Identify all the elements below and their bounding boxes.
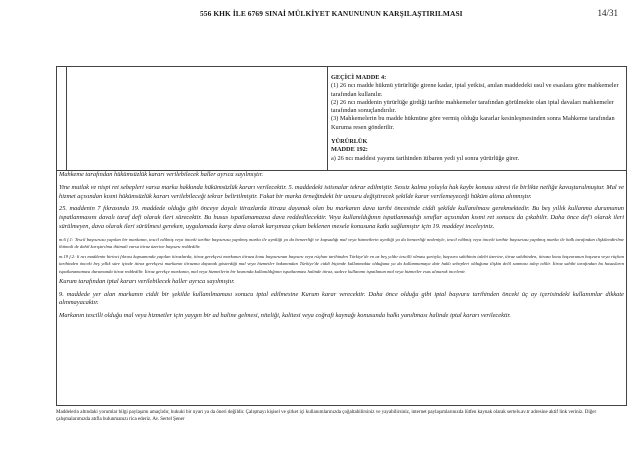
table-divider-middle [327, 66, 328, 171]
table-divider-left [66, 66, 67, 171]
provision-paragraph: (3) Mahkemelerin bu madde hükmüne göre vermiş olduğu kararlar kesinleşmesinden sonra Mahkeme tarafından Kuruma resen gönderilir. [331, 115, 615, 131]
commentary-paragraph: 9. maddede yer alan markanın ciddi bir şekilde kullanılmaması sonucu iptal edilmesine Kurum karar verecektir. Daha önce olduğu gibi iptal başvuru tarihinden önceki üç ay içerisindeki kullanımlar dikkate alınmayacaktır. [59, 290, 624, 307]
page-footer: Maddelerin altındaki yorumlar bilgi paylaşımı amaçlıdır, hukuki bir uyarı ya da öneri değildir. Çalışmayı kişisel ve şirket içi kullanımlarınızda çoğaltabilirsiniz ve yayabilirsiniz, internet paylaşımlarınızda lütfen kaynak olarak sertels.av.tr adresine aktif link veriniz. Diğer çalışmalarımızda atıfla bulunmanızı rica ederiz. Av. Sertel Şener [56, 410, 597, 422]
commentary-paragraph: Yine mutlak ve nispi ret sebepleri varsa marka hakkında hükümsüzlük kararı verilecektir. 5. maddedeki istisnalar tekrar edilmiştir. Sessiz kalma yoluyla hak kaybı konusu süresi ile birlikte netliğe kavuşturulmuştur. Mal ve hizmet açısından kısmi hükümsüzlük kararı verilebileceği tekrar belirtilmiştir. Fakat bir marka örneğindeki bir unsuru değiştirecek şekilde karar verilemeyeceği hüküm altına alınmıştır. [59, 183, 624, 200]
commentary-paragraph: Kurum tarafından iptal kararı verilebilecek haller ayrıca sayılmıştır. [59, 277, 235, 285]
quoted-article: m.19 f.2: 6 ncı maddenin birinci fıkrası kapsamında yapılan itirazlarda, itiraz gerekçesi markanın itiraza konu başvurunun başvuru veya rüçhan tarihinden Türkiye'de en az beş yıldır tescilli olması şartıyla, başvuru sahibinin talebi üzerine, itiraz sahibinden, itiraza konu başvurunun başvuru veya rüçhan tarihinden önceki beş yıllık süre içinde itiraz gerekçesi markanın itirazına dayanak gösterdiği mal veya hizmetler bakımından Türkiye'de ciddi biçimde kullanmakta olduğuna ya da kullanmamaya dair haklı sebepleri olduğuna ilişkin delil sunması talep edilir. İtiraz sahibi tarafından bu hususların ispatlanamaması durumunda itiraz reddedilir. İtiraz gerekçe markanın, mal veya hizmetlerin bir kısmında kullanıldığının ispatlanması halinde itiraz, sadece kullanımı ispatlanan mal veya hizmetler esas alınarak incelenir. [59, 254, 624, 274]
provision-paragraph: (2) 26 ncı maddenin yürürlüğe girdiği tarihte mahkemeler tarafından görülmekte olan iptal davaları mahkemeler tarafından sonuçlandırılır. [331, 98, 614, 115]
commentary-section [59, 171, 624, 325]
provision-paragraph: a) 26 ncı maddesi yayımı tarihinden itibaren yedi yıl sonra yürürlüğe girer. [331, 154, 520, 162]
commentary-paragraph: Markanın tescilli olduğu mal veya hizmetler için yaygın bir ad haline gelmesi, niteliği, kalitesi veya coğrafi kaynağı konusunda halkı yanıltması halinde iptal kararı verilecektir. [59, 312, 511, 320]
page-header [0, 9, 638, 23]
provision-paragraph: (1) 26 ncı madde hükmü yürürlüğe girene kadar, iptal yetkisi, anılan maddedeki usul ve esaslara göre mahkemeler tarafından kullanılır. [331, 82, 619, 98]
document-title: 556 KHK İLE 6769 SINAİ MÜLKİYET KANUNUNUN KARŞILAŞTIRILMASI [200, 9, 463, 18]
section-heading: YÜRÜRLÜK [331, 138, 368, 146]
article-heading: MADDE 192: [331, 146, 368, 154]
commentary-paragraph: 25. maddenin 7 fıkrasında 19. maddede olduğu gibi önceye dayalı itirazlarda itiraza dayanak olan bu markanın dava tarihi öncesinde ciddi şekilde kullanılması gerekmektedir. Bu beş yıllık kullanma durumunun ispatlanmasını davalı taraf defi olarak ileri sürecektir. Bu husus ispatlanamazsa dava reddedilecektir. Veya kullanıldığının ispatlanmadığı sınıflar açısından kısmi ret sonucu da çıkabilir. Daha önce def'i olarak ileri sürülmeyen, dava olarak ileri sürülmesi gereken, uygulamada karşı dava olarak karşımıza çıkan beklenen mesele konusuna katkı sağlamıştır için 19. maddeyi inceleyiniz. [59, 205, 624, 230]
commentary-paragraph: Mahkeme tarafından hükümsüzlük kararı verilebilecek haller ayrıca sayılmıştır. [59, 171, 264, 178]
quoted-article: m.6 f.1: Tescil başvurusu yapılan bir markanın, tescil edilmiş veya önceki tarihte başvurusu yapılmış marka ile ayniliği ya da benzerliği ve kapsadığı mal veya hizmetlerin ayniliği ya da benzerliği nedeniyle, tescil edilmiş veya önceki tarihte başvurusu yapılmış marka ile halk tarafından ilişkilendirilme ihtimali de dahil karıştırılma ihtimali varsa itiraz üzerine başvuru reddedilir. [59, 236, 624, 249]
page-number: 14/31 [597, 8, 618, 18]
provision-heading: GEÇİCİ MADDE 4: [331, 74, 387, 81]
new-law-column [331, 74, 621, 163]
